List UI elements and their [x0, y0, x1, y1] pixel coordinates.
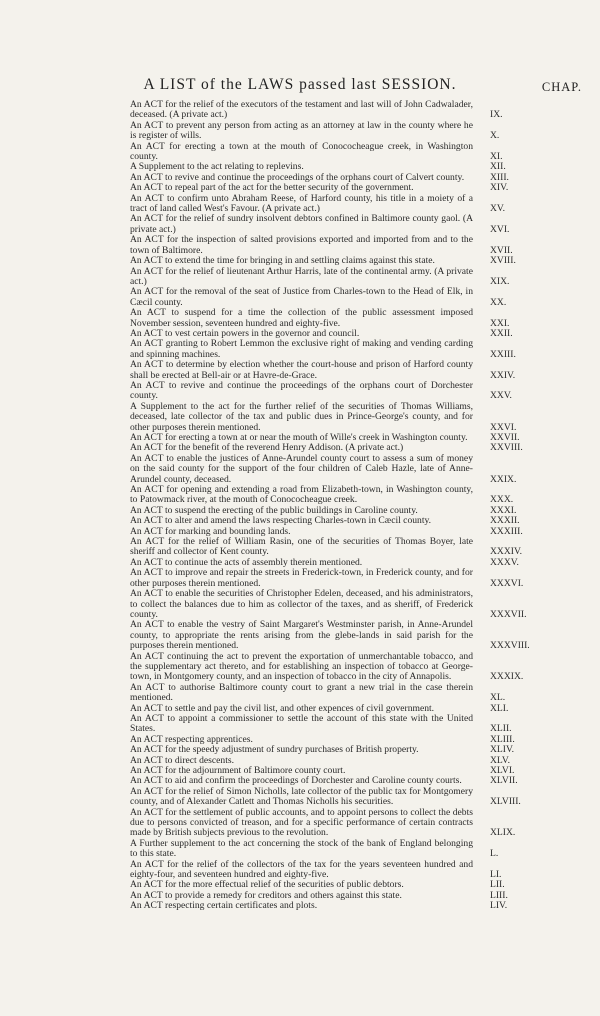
law-chapter-number: XX. [490, 296, 507, 308]
law-entry-text: An ACT for the adjournment of Baltimore county court. [130, 765, 346, 776]
law-entry [130, 308, 554, 329]
law-entry-text: An ACT to authorise Baltimore county court to grant a new trial in the case therein mentioned. [130, 681, 473, 704]
law-entry-text: An ACT to confirm unto Abraham Reese, of Harford county, his title in a moiety of a tract of land called West's Favour. (A private act.) [130, 192, 473, 215]
law-chapter-number: X. [490, 130, 500, 142]
law-entry-text: An ACT for the inspection of salted provisions exported and imported from and to the town of Baltimore. [130, 234, 473, 256]
law-entry [130, 360, 554, 381]
law-entry [130, 287, 554, 308]
chapter-column-heading: CHAP. [541, 80, 582, 94]
law-chapter-number: L. [490, 848, 499, 860]
law-entry-text: An ACT to extend the time for bringing in and settling claims against this state. [130, 255, 435, 267]
law-chapter-number: XXVII. [490, 432, 520, 443]
law-entry [130, 454, 554, 485]
law-entry-text: An ACT for the more effectual relief of the securities of public debtors. [130, 879, 404, 891]
law-entry [130, 568, 554, 589]
law-entry [130, 194, 554, 215]
law-entry [130, 683, 554, 704]
law-entry-text: A Supplement to the act for the further relief of the securities of Thomas Williams, deceased, late collector of the tax and public dues in Prince-George's county, and for other purposes therein mentioned. [130, 400, 473, 433]
law-chapter-number: XVII. [490, 244, 513, 256]
law-chapter-number: XLIV. [490, 744, 515, 756]
law-entry [130, 267, 554, 288]
law-entry-text: An ACT for marking and bounding lands. [130, 525, 291, 537]
law-chapter-number: XVIII. [490, 255, 516, 267]
law-entry [130, 100, 554, 121]
law-chapter-number: XXXV. [490, 556, 519, 568]
law-chapter-number: XIV. [490, 182, 509, 194]
law-entry [130, 620, 554, 651]
law-chapter-number: XXXIII. [490, 525, 523, 537]
law-chapter-number: XXXVI. [490, 577, 524, 589]
law-entry-text: An ACT to vest certain powers in the governor and council. [130, 327, 360, 339]
law-entry-text: An ACT respecting apprentices. [130, 733, 253, 745]
law-chapter-number: XIII. [490, 171, 509, 183]
law-chapter-number: XXVI. [490, 421, 517, 433]
law-entry-text: An ACT to prevent any person from acting as an attorney at law in the county where he is register of wills. [130, 119, 473, 142]
law-entry-text: An ACT to suspend the erecting of the public buildings in Caroline county. [130, 504, 418, 516]
law-chapter-number: XVI. [490, 223, 510, 235]
law-entry-text: A Further supplement to the act concerning the stock of the bank of England belonging to this state. [130, 837, 473, 860]
law-entry-text: An ACT to enable the justices of Anne-Arundel county court to assess a sum of money on the said county for the support of the four children of Caleb Hazle, late of Anne-Arundel county, deceased. [130, 452, 473, 485]
law-chapter-number: XXII. [490, 327, 513, 339]
law-entry [130, 235, 554, 256]
law-entry-text: An ACT to enable the securities of Christopher Edelen, deceased, and his administrators, to collect the balances due to him as collector of the taxes, and as sheriff, of Frederick county. [130, 588, 473, 620]
law-chapter-number: XXI. [490, 317, 510, 329]
law-chapter-number: LIII. [490, 889, 508, 901]
law-entry-text: An ACT for the benefit of the reverend Henry Addison. (A private act.) [130, 442, 404, 454]
law-entry-text: An ACT for the relief of the collectors of the tax for the years seventeen hundred and eighty-four, and seventeen hundred and eighty-five. [130, 858, 473, 881]
law-chapter-number: XLVII. [490, 775, 518, 787]
law-entry-text: An ACT to direct descents. [130, 754, 235, 766]
law-entry-text: An ACT to settle and pay the civil list, and other expences of civil government. [130, 702, 435, 714]
law-entry-text: An ACT for the relief of lieutenant Arthur Harris, late of the continental army. (A private act.) [130, 265, 473, 287]
law-entry-text: An ACT to provide a remedy for creditors and others against this state. [130, 889, 402, 901]
law-entry-text: An ACT for the settlement of public accounts, and to appoint persons to collect the debts due to persons convicted of treason, and for a specific performance of certain contracts made by British subjects previous to the revolution. [130, 806, 473, 839]
law-chapter-number: XV. [490, 203, 506, 215]
law-entry-text: An ACT to improve and repair the streets in Frederick-town, in Frederick county, and for other purposes therein mentioned. [130, 567, 473, 589]
law-entry-text: An ACT for opening and extending a road from Elizabeth-town, in Washington county, to Patowmack river, at the mouth of Conococheague creek. [130, 484, 473, 506]
law-entry-text: An ACT to appoint a commissioner to settle the account of this state with the United States. [130, 712, 473, 735]
law-entry-text: An ACT for erecting a town at or near the mouth of Wille's creek in Washington county. [130, 432, 468, 443]
law-chapter-number: LII. [490, 879, 505, 891]
law-chapter-number: LIV. [490, 900, 508, 912]
law-chapter-number: XLVIII. [490, 796, 521, 808]
law-chapter-number: XXIII. [490, 348, 516, 360]
page-title: A LIST of the LAWS passed last SESSION. [143, 76, 457, 93]
law-entry [130, 402, 554, 433]
law-chapter-number: XXXIV. [490, 546, 523, 558]
law-entry-text: An ACT to enable the vestry of Saint Margaret's Westminster parish, in Anne-Arundel county, to appropriate the rents arising from the glebe-lands in said parish for the purposes therein mentioned. [130, 619, 473, 652]
law-entry-text: An ACT for the relief of Simon Nicholls, late collector of the public tax for Montgomery county, and of Alexander Catlett and Thomas Nicholls his securities. [130, 785, 473, 808]
law-chapter-number: XXIV. [490, 369, 516, 381]
law-entry [130, 860, 554, 881]
law-entry-text: An ACT to determine by election whether the court-house and prison of Harford county shall be erected at Bell-air or at Havre-de-Grace. [130, 359, 473, 381]
law-chapter-number: IX. [490, 109, 503, 121]
law-chapter-number: XLIII. [490, 733, 515, 745]
law-entry-text: An ACT to suspend for a time the collection of the public assessment imposed November session, seventeen hundred and eighty-five. [130, 307, 473, 329]
law-entry-text: An ACT to continue the acts of assembly therein mentioned. [130, 556, 363, 568]
law-entry [130, 121, 554, 142]
law-chapter-number: XLIX. [490, 827, 516, 839]
law-chapter-number: XI. [490, 151, 503, 163]
law-list [130, 100, 554, 912]
law-entry [130, 839, 554, 860]
law-chapter-number: XXIX. [490, 473, 517, 485]
law-chapter-number: XXVIII. [490, 442, 523, 454]
law-chapter-number: XXXVII. [490, 608, 527, 620]
law-entry [130, 381, 554, 402]
law-chapter-number: XXX. [490, 494, 514, 506]
law-chapter-number: XXXIX. [490, 671, 524, 683]
law-chapter-number: XII. [490, 161, 506, 173]
law-entry [130, 214, 554, 235]
law-entry-text: A Supplement to the act relating to replevins. [130, 161, 304, 173]
law-entry-text: An ACT for the removal of the seat of Justice from Charles-town to the Head of Elk, in Cæcil county. [130, 286, 473, 308]
law-entry-text: An ACT to repeal part of the act for the better security of the government. [130, 182, 414, 194]
law-entry-text: An ACT for the speedy adjustment of sundry purchases of British property. [130, 744, 419, 756]
law-chapter-number: XLII. [490, 723, 512, 735]
law-entry [130, 808, 554, 839]
law-chapter-number: XIX. [490, 275, 510, 287]
law-entry-text: An ACT to aid and confirm the proceedings of Dorchester and Caroline county courts. [130, 775, 462, 787]
law-entry-text: An ACT for erecting a town at the mouth of Conococheague creek, in Washington county. [130, 140, 473, 163]
law-chapter-number: LI. [490, 869, 502, 881]
law-chapter-number: XXV. [490, 390, 512, 402]
law-entry-text: An ACT respecting certain certificates and plots. [130, 900, 318, 912]
law-entry [130, 142, 554, 163]
law-entry [130, 339, 554, 360]
law-entry-text: An ACT for the relief of William Rasin, one of the securities of Thomas Boyer, late sheriff and collector of Kent county. [130, 536, 473, 558]
law-entry-text: An ACT granting to Robert Lemmon the exclusive right of making and vending carding and spinning machines. [130, 338, 473, 360]
law-chapter-number: XXXII. [490, 515, 520, 527]
law-chapter-number: XXXI. [490, 504, 517, 516]
law-entry [130, 652, 554, 683]
law-entry [130, 589, 554, 620]
law-entry [130, 485, 554, 506]
law-entry [130, 537, 554, 558]
law-entry [130, 901, 554, 911]
law-chapter-number: XL. [490, 692, 506, 704]
law-entry [130, 787, 554, 808]
law-entry-text: An ACT for the relief of the executors of the testament and last will of John Cadwalader, deceased. (A private act.) [130, 99, 473, 121]
law-chapter-number: XLV. [490, 754, 510, 766]
law-entry-text: An ACT to alter and amend the laws respecting Charles-town in Cæcil county. [130, 515, 432, 527]
law-chapter-number: XXXVIII. [490, 640, 530, 652]
law-entry-text: An ACT to revive and continue the proceedings of the orphans court of Dorchester county. [130, 379, 473, 402]
law-entry-text: An ACT continuing the act to prevent the exportation of unmerchantable tobacco, and the supplementary act thereto, and for establishing an inspection of tobacco at George-town, in Montgomery county, and an inspection of tobacco in the city of Annapolis. [130, 650, 473, 683]
law-entry [130, 714, 554, 735]
law-entry-text: An ACT for the relief of sundry insolvent debtors confined in Baltimore county gaol. (A private act.) [130, 213, 473, 235]
law-entry [130, 256, 554, 266]
law-chapter-number: XLVI. [490, 765, 515, 776]
law-entry-text: An ACT to revive and continue the proceedings of the orphans court of Calvert county. [130, 171, 465, 183]
law-chapter-number: XLI. [490, 702, 509, 714]
